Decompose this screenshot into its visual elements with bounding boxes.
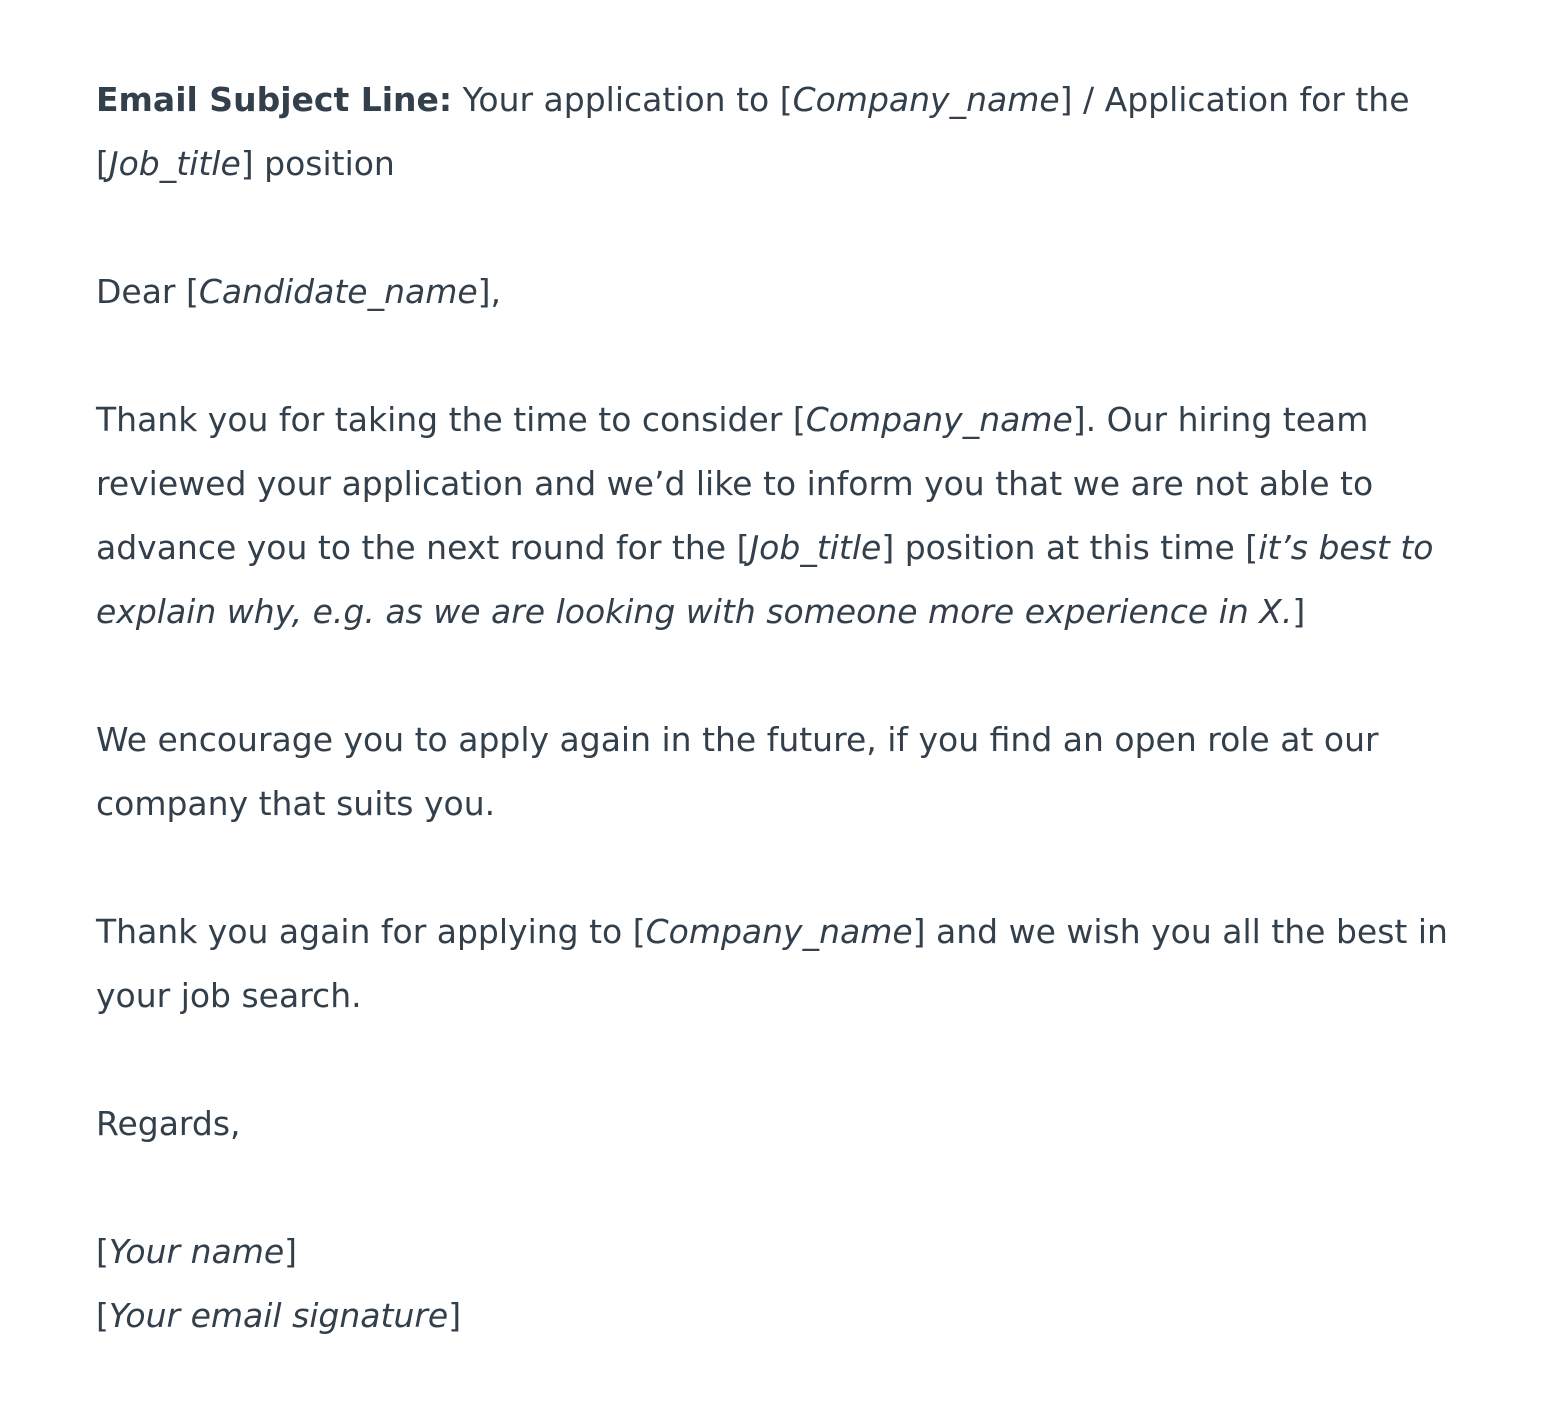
email-signature-placeholder: Your email signature <box>108 1296 449 1335</box>
bracket: [ <box>96 1296 109 1335</box>
your-name-placeholder: Your name <box>108 1232 285 1271</box>
candidate-placeholder: Candidate_name <box>198 272 478 311</box>
greeting-text: Dear [ <box>96 272 199 311</box>
bracket: ] <box>284 1232 298 1271</box>
job-title-placeholder: Job_title <box>108 144 241 183</box>
body-text: ] position at this time [ <box>881 528 1259 567</box>
body-paragraph-2: We encourage you to apply again in the future, if you find an open role at our company that suits you. <box>96 720 1379 823</box>
body-paragraph-3 <box>96 900 1476 1028</box>
email-template <box>96 68 1476 1348</box>
body-paragraph-1 <box>96 388 1476 644</box>
subject-line <box>96 68 1476 196</box>
reason-note: it’s best to explain why, e.g. as we are looking with someone more experience in X. <box>96 528 1434 631</box>
company-placeholder: Company_name <box>792 80 1060 119</box>
signature-block <box>96 1220 1476 1348</box>
job-title-placeholder: Job_title <box>749 528 882 567</box>
closing: Regards, <box>96 1104 241 1143</box>
subject-text: ] position <box>240 144 395 183</box>
subject-label: Email Subject Line: <box>96 80 453 119</box>
subject-text: ] / Application for the [ <box>96 80 1410 183</box>
bracket: ] <box>448 1296 462 1335</box>
company-placeholder: Company_name <box>805 400 1073 439</box>
body-text: Thank you for taking the time to consider [ <box>96 400 806 439</box>
body-text: ] and we wish you all the best in your job search. <box>96 912 1448 1015</box>
body-text: ]. Our hiring team reviewed your application and we’d like to inform you that we are not able to advance you to the next round for the [ <box>96 400 1374 567</box>
bracket: [ <box>96 1232 109 1271</box>
body-text: ] <box>1292 592 1306 631</box>
subject-text: Your application to [ <box>452 80 793 119</box>
greeting <box>96 260 1476 324</box>
body-text: Thank you again for applying to [ <box>96 912 646 951</box>
company-placeholder: Company_name <box>645 912 913 951</box>
greeting-text: ], <box>477 272 502 311</box>
